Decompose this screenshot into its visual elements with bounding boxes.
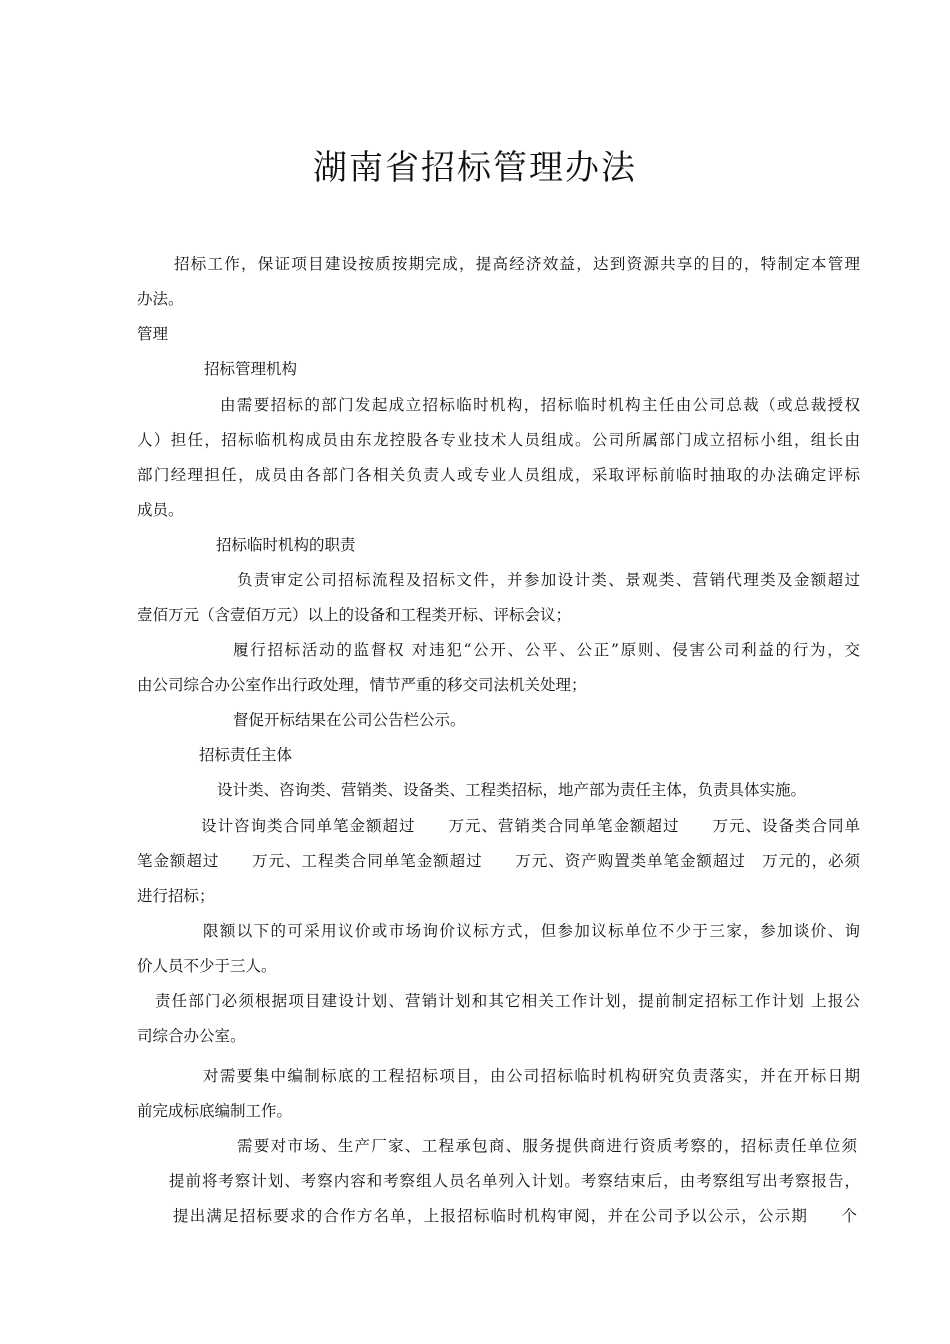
section-heading: 招标管理机构 [204, 360, 298, 378]
paragraph-line: 履行招标活动的监督权 对违犯“公开、公平、公正”原则、侵害公司利益的行为，交 [233, 641, 860, 659]
paragraph-line: 壹佰万元（含壹佰万元）以上的设备和工程类开标、评标会议； [137, 606, 572, 624]
paragraph-line: 办法。 [137, 290, 184, 308]
paragraph-line: 对需要集中编制标底的工程招标项目，由公司招标临时机构研究负责落实，并在开标日期 [203, 1067, 860, 1085]
paragraph-line: 部门经理担任，成员由各部门各相关负责人或专业人员组成，采取评标前临时抽取的办法确定评标 [137, 466, 860, 484]
section-heading: 管理 [137, 325, 169, 343]
paragraph-line: 由公司综合办公室作出行政处理，情节严重的移交司法机关处理； [137, 676, 587, 694]
document-title: 湖南省招标管理办法 [313, 148, 637, 188]
paragraph-line: 由需要招标的部门发起成立招标临时机构，招标临时机构主任由公司总裁（或总裁授权 [220, 396, 860, 414]
paragraph-line: 司综合办公室。 [137, 1027, 246, 1045]
paragraph-line: 需要对市场、生产厂家、工程承包商、服务提供商进行资质考察的，招标责任单位须 [237, 1137, 857, 1155]
section-heading: 招标责任主体 [199, 746, 293, 764]
paragraph-line: 成员。 [137, 501, 184, 519]
paragraph-line: 设计咨询类合同单笔金额超过 万元、营销类合同单笔金额超过 万元、设备类合同单 [201, 817, 860, 835]
paragraph-line: 责任部门必须根据项目建设计划、营销计划和其它相关工作计划，提前制定招标工作计划 上报公 [155, 992, 860, 1010]
paragraph-line: 设计类、咨询类、营销类、设备类、工程类招标，地产部为责任主体，负责具体实施。 [217, 781, 807, 799]
paragraph-line: 督促开标结果在公司公告栏公示。 [233, 711, 466, 729]
paragraph-line: 价人员不少于三人。 [137, 957, 277, 975]
paragraph-line: 前完成标底编制工作。 [137, 1102, 293, 1120]
section-heading: 招标临时机构的职责 [216, 536, 356, 554]
paragraph-line: 招标工作，保证项目建设按质按期完成，提高经济效益，达到资源共享的目的，特制定本管理 [174, 255, 860, 273]
paragraph-line: 提前将考察计划、考察内容和考察组人员名单列入计划。考察结束后，由考察组写出考察报告， [169, 1172, 860, 1190]
paragraph-line: 进行招标； [137, 887, 215, 905]
paragraph-line: 笔金额超过 万元、工程类合同单笔金额超过 万元、资产购置类单笔金额超过 万元的，必须 [137, 852, 860, 870]
paragraph-line: 人）担任，招标临机构成员由东龙控股各专业技术人员组成。公司所属部门成立招标小组，组长由 [137, 431, 860, 449]
paragraph-line: 限额以下的可采用议价或市场询价议标方式，但参加议标单位不少于三家，参加谈价、询 [203, 922, 860, 940]
paragraph-line: 提出满足招标要求的合作方名单，上报招标临时机构审阅，并在公司予以公示，公示期 个 [173, 1207, 857, 1225]
paragraph-line: 负责审定公司招标流程及招标文件，并参加设计类、景观类、营销代理类及金额超过 [237, 571, 860, 589]
